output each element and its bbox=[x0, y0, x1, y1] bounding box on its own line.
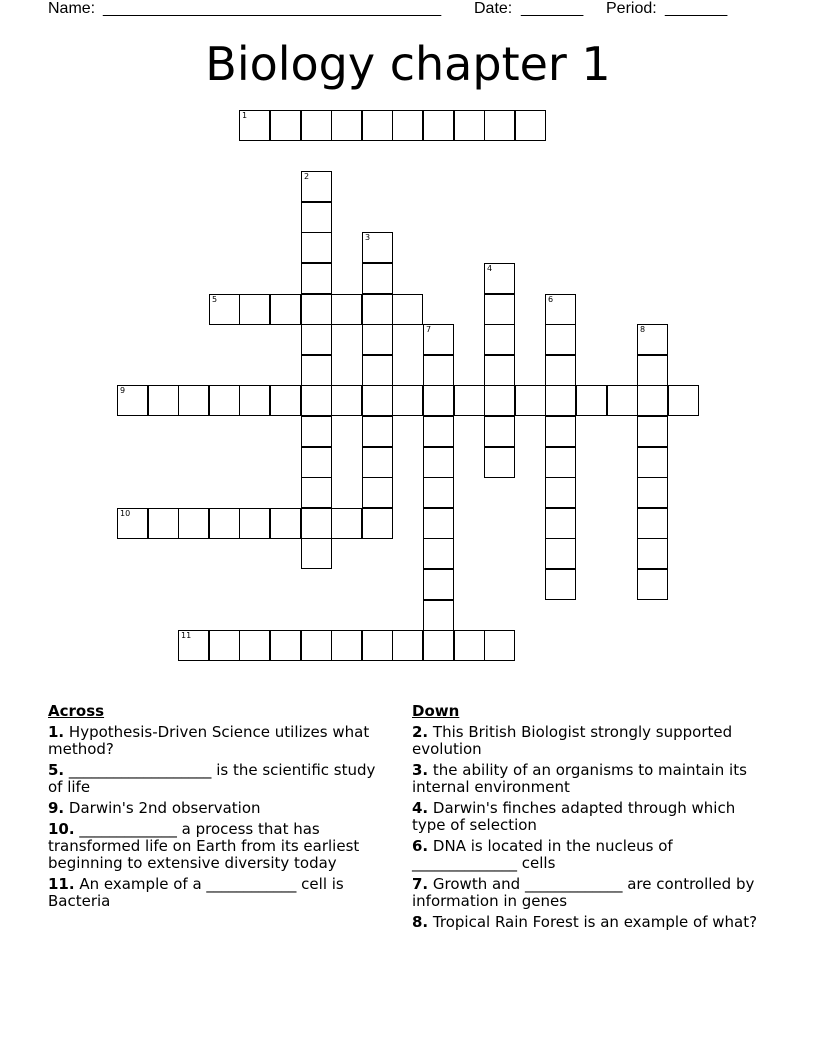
crossword-cell[interactable] bbox=[362, 263, 393, 294]
page-title: Biology chapter 1 bbox=[205, 37, 611, 91]
cell-number: 4 bbox=[487, 264, 493, 273]
crossword-cell[interactable] bbox=[331, 385, 362, 416]
crossword-cell[interactable] bbox=[301, 416, 332, 447]
clue-number: 6. bbox=[412, 837, 429, 855]
crossword-cell[interactable] bbox=[362, 324, 393, 355]
crossword-cell[interactable] bbox=[484, 263, 515, 294]
crossword-cell[interactable] bbox=[117, 508, 148, 539]
crossword-cell[interactable] bbox=[454, 630, 485, 661]
crossword-cell[interactable] bbox=[239, 508, 270, 539]
crossword-cell[interactable] bbox=[392, 294, 423, 325]
crossword-cell[interactable] bbox=[301, 477, 332, 508]
crossword-cell[interactable] bbox=[454, 110, 485, 141]
crossword-cell[interactable] bbox=[362, 110, 393, 141]
clue-text: An example of a ____________ cell is Bacteria bbox=[48, 875, 344, 910]
crossword-cell[interactable] bbox=[515, 385, 546, 416]
crossword-cell[interactable] bbox=[239, 110, 270, 141]
crossword-cell[interactable] bbox=[637, 324, 668, 355]
across-clue bbox=[48, 762, 393, 796]
crossword-cell[interactable] bbox=[301, 630, 332, 661]
crossword-cell[interactable] bbox=[301, 447, 332, 478]
crossword-cell[interactable] bbox=[423, 416, 454, 447]
crossword-cell[interactable] bbox=[545, 324, 576, 355]
crossword-cell[interactable] bbox=[545, 355, 576, 386]
crossword-cell[interactable] bbox=[392, 110, 423, 141]
crossword-cell[interactable] bbox=[270, 294, 301, 325]
crossword-cell[interactable] bbox=[545, 416, 576, 447]
crossword-cell[interactable] bbox=[148, 385, 179, 416]
clue-number: 9. bbox=[48, 799, 65, 817]
clue-text: Darwin's finches adapted through which type of selection bbox=[412, 799, 736, 834]
crossword-cell[interactable] bbox=[209, 508, 240, 539]
crossword-cell[interactable] bbox=[545, 447, 576, 478]
crossword-cell[interactable] bbox=[301, 294, 332, 325]
crossword-cell[interactable] bbox=[362, 294, 393, 325]
crossword-cell[interactable] bbox=[392, 385, 423, 416]
clue-text: _____________ a process that has transformed life on Earth from its earliest beginning to extensive diversity today bbox=[48, 820, 360, 872]
cell-number: 6 bbox=[548, 295, 554, 304]
name-label: Name: bbox=[48, 0, 96, 17]
clue-text: Growth and _____________ are controlled by information in genes bbox=[412, 875, 755, 910]
crossword-cell[interactable] bbox=[301, 171, 332, 202]
cell-number: 2 bbox=[304, 172, 310, 181]
crossword-cell[interactable] bbox=[484, 385, 515, 416]
crossword-cell[interactable] bbox=[301, 538, 332, 569]
crossword-cell[interactable] bbox=[148, 508, 179, 539]
crossword-cell[interactable] bbox=[239, 294, 270, 325]
crossword-cell[interactable] bbox=[423, 477, 454, 508]
crossword-cell[interactable] bbox=[545, 569, 576, 600]
crossword-cell[interactable] bbox=[423, 355, 454, 386]
across-clue bbox=[48, 724, 393, 758]
crossword-cell[interactable] bbox=[484, 447, 515, 478]
crossword-cell[interactable] bbox=[545, 477, 576, 508]
crossword-cell[interactable] bbox=[545, 508, 576, 539]
crossword-cell[interactable] bbox=[637, 477, 668, 508]
across-clue bbox=[48, 800, 393, 817]
crossword-cell[interactable] bbox=[484, 630, 515, 661]
cell-number: 5 bbox=[212, 295, 218, 304]
crossword-cell[interactable] bbox=[392, 630, 423, 661]
crossword-cell[interactable] bbox=[545, 538, 576, 569]
crossword-cell[interactable] bbox=[515, 110, 546, 141]
across-clues bbox=[48, 703, 393, 914]
crossword-cell[interactable] bbox=[484, 294, 515, 325]
crossword-cell[interactable] bbox=[484, 355, 515, 386]
crossword-cell[interactable] bbox=[423, 508, 454, 539]
crossword-cell[interactable] bbox=[362, 232, 393, 263]
cell-number: 3 bbox=[365, 233, 371, 242]
crossword-cell[interactable] bbox=[637, 508, 668, 539]
crossword-cell[interactable] bbox=[576, 385, 607, 416]
clue-number: 1. bbox=[48, 723, 65, 741]
crossword-cell[interactable] bbox=[362, 508, 393, 539]
clue-number: 4. bbox=[412, 799, 429, 817]
clue-text: Darwin's 2nd observation bbox=[68, 799, 261, 817]
crossword-cell[interactable] bbox=[362, 385, 393, 416]
clue-number: 2. bbox=[412, 723, 429, 741]
crossword-cell[interactable] bbox=[239, 385, 270, 416]
crossword-cell[interactable] bbox=[331, 294, 362, 325]
crossword-cell[interactable] bbox=[637, 416, 668, 447]
down-clue bbox=[412, 800, 762, 834]
crossword-cell[interactable] bbox=[423, 447, 454, 478]
across-clue bbox=[48, 821, 393, 872]
crossword-cell[interactable] bbox=[637, 569, 668, 600]
clue-number: 8. bbox=[412, 913, 429, 931]
crossword-cell[interactable] bbox=[301, 110, 332, 141]
across-clue bbox=[48, 876, 393, 910]
crossword-cell[interactable] bbox=[423, 324, 454, 355]
cell-number: 11 bbox=[181, 631, 192, 640]
crossword-cell[interactable] bbox=[270, 110, 301, 141]
crossword-cell[interactable] bbox=[301, 232, 332, 263]
down-clues bbox=[412, 703, 762, 935]
down-heading: Down bbox=[412, 702, 460, 720]
crossword-cell[interactable] bbox=[331, 110, 362, 141]
crossword-cell[interactable] bbox=[178, 508, 209, 539]
crossword-cell[interactable] bbox=[484, 110, 515, 141]
clue-text: DNA is located in the nucleus of ______________ cells bbox=[412, 837, 673, 872]
date-label: Date: bbox=[474, 0, 513, 17]
crossword-cell[interactable] bbox=[545, 385, 576, 416]
clue-number: 5. bbox=[48, 761, 65, 779]
across-heading: Across bbox=[48, 702, 105, 720]
cell-number: 8 bbox=[640, 325, 646, 334]
crossword-cell[interactable] bbox=[362, 416, 393, 447]
crossword-cell[interactable] bbox=[362, 447, 393, 478]
clue-number: 7. bbox=[412, 875, 429, 893]
crossword-cell[interactable] bbox=[270, 385, 301, 416]
crossword-cell[interactable] bbox=[637, 355, 668, 386]
cell-number: 10 bbox=[120, 509, 131, 518]
clue-text: Tropical Rain Forest is an example of what? bbox=[432, 913, 758, 931]
down-clue bbox=[412, 724, 762, 758]
clue-number: 11. bbox=[48, 875, 75, 893]
crossword-cell[interactable] bbox=[301, 263, 332, 294]
crossword-cell[interactable] bbox=[423, 110, 454, 141]
cell-number: 1 bbox=[242, 111, 248, 120]
period-label: Period: bbox=[606, 0, 657, 17]
down-clue bbox=[412, 876, 762, 910]
down-clue bbox=[412, 838, 762, 872]
crossword-cell[interactable] bbox=[209, 385, 240, 416]
cell-number: 7 bbox=[426, 325, 432, 334]
crossword-cell[interactable] bbox=[362, 630, 393, 661]
crossword-cell[interactable] bbox=[637, 538, 668, 569]
crossword-cell[interactable] bbox=[637, 385, 668, 416]
clue-number: 3. bbox=[412, 761, 429, 779]
crossword-cell[interactable] bbox=[301, 324, 332, 355]
crossword-cell[interactable] bbox=[607, 385, 638, 416]
crossword-cell[interactable] bbox=[270, 508, 301, 539]
cell-number: 9 bbox=[120, 386, 126, 395]
crossword-cell[interactable] bbox=[484, 324, 515, 355]
crossword-cell[interactable] bbox=[301, 355, 332, 386]
crossword-cell[interactable] bbox=[209, 630, 240, 661]
crossword-cell[interactable] bbox=[362, 355, 393, 386]
crossword-cell[interactable] bbox=[178, 630, 209, 661]
crossword-cell[interactable] bbox=[178, 385, 209, 416]
crossword-cell[interactable] bbox=[668, 385, 699, 416]
crossword-cell[interactable] bbox=[545, 294, 576, 325]
crossword-cell[interactable] bbox=[484, 416, 515, 447]
crossword-cell[interactable] bbox=[423, 569, 454, 600]
clue-text: ___________________ is the scientific study of life bbox=[48, 761, 376, 796]
crossword-cell[interactable] bbox=[637, 447, 668, 478]
crossword-cell[interactable] bbox=[270, 630, 301, 661]
crossword-cell[interactable] bbox=[423, 600, 454, 631]
crossword-cell[interactable] bbox=[301, 508, 332, 539]
crossword-cell[interactable] bbox=[423, 538, 454, 569]
crossword-cell[interactable] bbox=[301, 385, 332, 416]
crossword-cell[interactable] bbox=[454, 385, 485, 416]
clue-number: 10. bbox=[48, 820, 75, 838]
crossword-cell[interactable] bbox=[423, 630, 454, 661]
period-blank: _______ bbox=[665, 0, 728, 17]
crossword-cell[interactable] bbox=[362, 477, 393, 508]
name-blank: ______________________________________ bbox=[103, 0, 442, 17]
date-blank: _______ bbox=[521, 0, 584, 17]
crossword-cell[interactable] bbox=[423, 385, 454, 416]
clue-text: This British Biologist strongly supported evolution bbox=[412, 723, 733, 758]
crossword-cell[interactable] bbox=[117, 385, 148, 416]
crossword-cell[interactable] bbox=[331, 508, 362, 539]
down-clue bbox=[412, 762, 762, 796]
clue-text: the ability of an organisms to maintain its internal environment bbox=[412, 761, 747, 796]
crossword-cell[interactable] bbox=[239, 630, 270, 661]
crossword-cell[interactable] bbox=[209, 294, 240, 325]
crossword-cell[interactable] bbox=[331, 630, 362, 661]
crossword-cell[interactable] bbox=[301, 202, 332, 233]
down-clue bbox=[412, 914, 762, 931]
clue-text: Hypothesis-Driven Science utilizes what method? bbox=[48, 723, 370, 758]
